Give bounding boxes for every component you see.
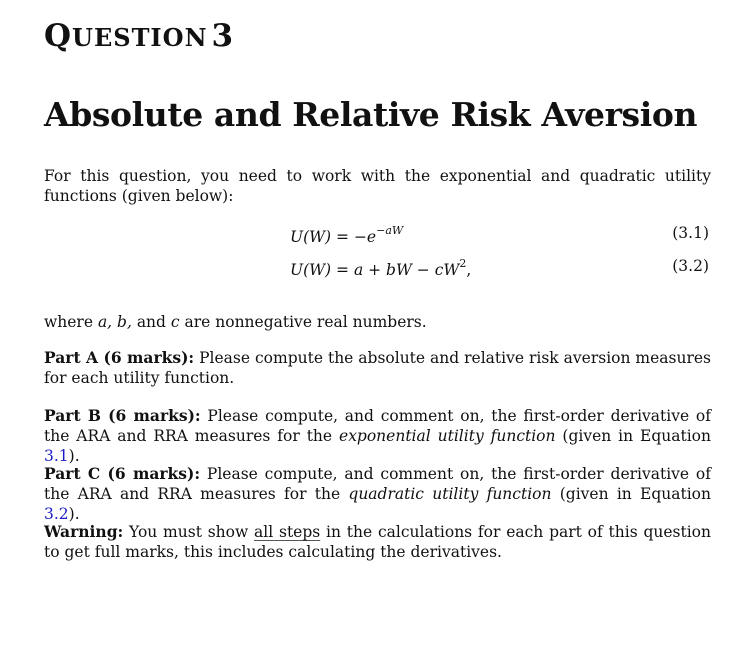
equation-rhs: = a + bW − cW: [336, 261, 460, 279]
part-b-text-2: (given in Equation: [555, 427, 711, 445]
question-heading: [44, 18, 234, 54]
part-b-text: Please compute, and comment on, the first-order derivative of the ARA and RRA measures for the: [44, 407, 711, 445]
intro-paragraph: For this question, you need to work with the exponential and quadratic utility functions (given below):: [44, 167, 711, 205]
equation-exponent: −aW: [376, 224, 404, 237]
part-c-emphasis: quadratic utility function: [348, 485, 552, 503]
equation-body: [290, 224, 403, 246]
part-b-emphasis: exponential utility function: [339, 427, 556, 445]
part-a-label: Part A (6 marks):: [44, 348, 195, 367]
part-c-paragraph: [44, 464, 711, 524]
question-heading-initial: Q: [44, 18, 73, 54]
question-number: 3: [211, 18, 235, 54]
equation-ref-3-2[interactable]: 3.2: [44, 505, 69, 523]
part-a-text: Please compute the absolute and relative risk aversion measures for each utility function.: [44, 349, 711, 387]
equation-rhs: = −e: [336, 228, 377, 246]
equation-number: (3.2): [672, 257, 709, 275]
part-c-text: Please compute, and comment on, the first-order derivative of the ARA and RRA measures for the: [44, 465, 711, 503]
part-b-paragraph: [44, 406, 711, 466]
warning-text-2: in the calculations for each part of this question to get full marks, this includes calculating the derivatives.: [44, 523, 711, 561]
part-b-label: Part B (6 marks):: [44, 406, 201, 425]
part-a-paragraph: [44, 348, 711, 388]
part-c-text-3: ).: [68, 505, 80, 523]
equation-ref-3-1[interactable]: 3.1: [44, 447, 69, 465]
where-mid: and: [131, 313, 171, 331]
where-var-c: c: [170, 313, 180, 331]
question-heading-rest: UESTION: [72, 23, 208, 52]
equation-3-2: [44, 257, 711, 281]
part-c-text-2: (given in Equation: [551, 485, 711, 503]
equation-body: [290, 257, 471, 279]
part-c-label: Part C (6 marks):: [44, 464, 201, 483]
equation-lhs: U(W): [290, 261, 332, 279]
where-prefix: where: [44, 313, 98, 331]
where-suffix: are nonnegative real numbers.: [179, 313, 427, 331]
where-paragraph: [44, 312, 711, 332]
warning-text: You must show: [123, 523, 255, 541]
equation-comma: ,: [466, 261, 472, 279]
warning-underlined: all steps: [254, 523, 321, 541]
equation-lhs: U(W): [290, 228, 332, 246]
warning-paragraph: [44, 522, 711, 562]
part-b-text-3: ).: [68, 447, 80, 465]
section-title: Absolute and Relative Risk Aversion: [44, 95, 698, 134]
equation-3-1: [44, 224, 711, 248]
equation-number: (3.1): [672, 224, 709, 242]
warning-label: Warning:: [44, 522, 124, 541]
where-vars: a, b,: [97, 313, 132, 331]
equation-exponent: 2: [459, 257, 467, 270]
